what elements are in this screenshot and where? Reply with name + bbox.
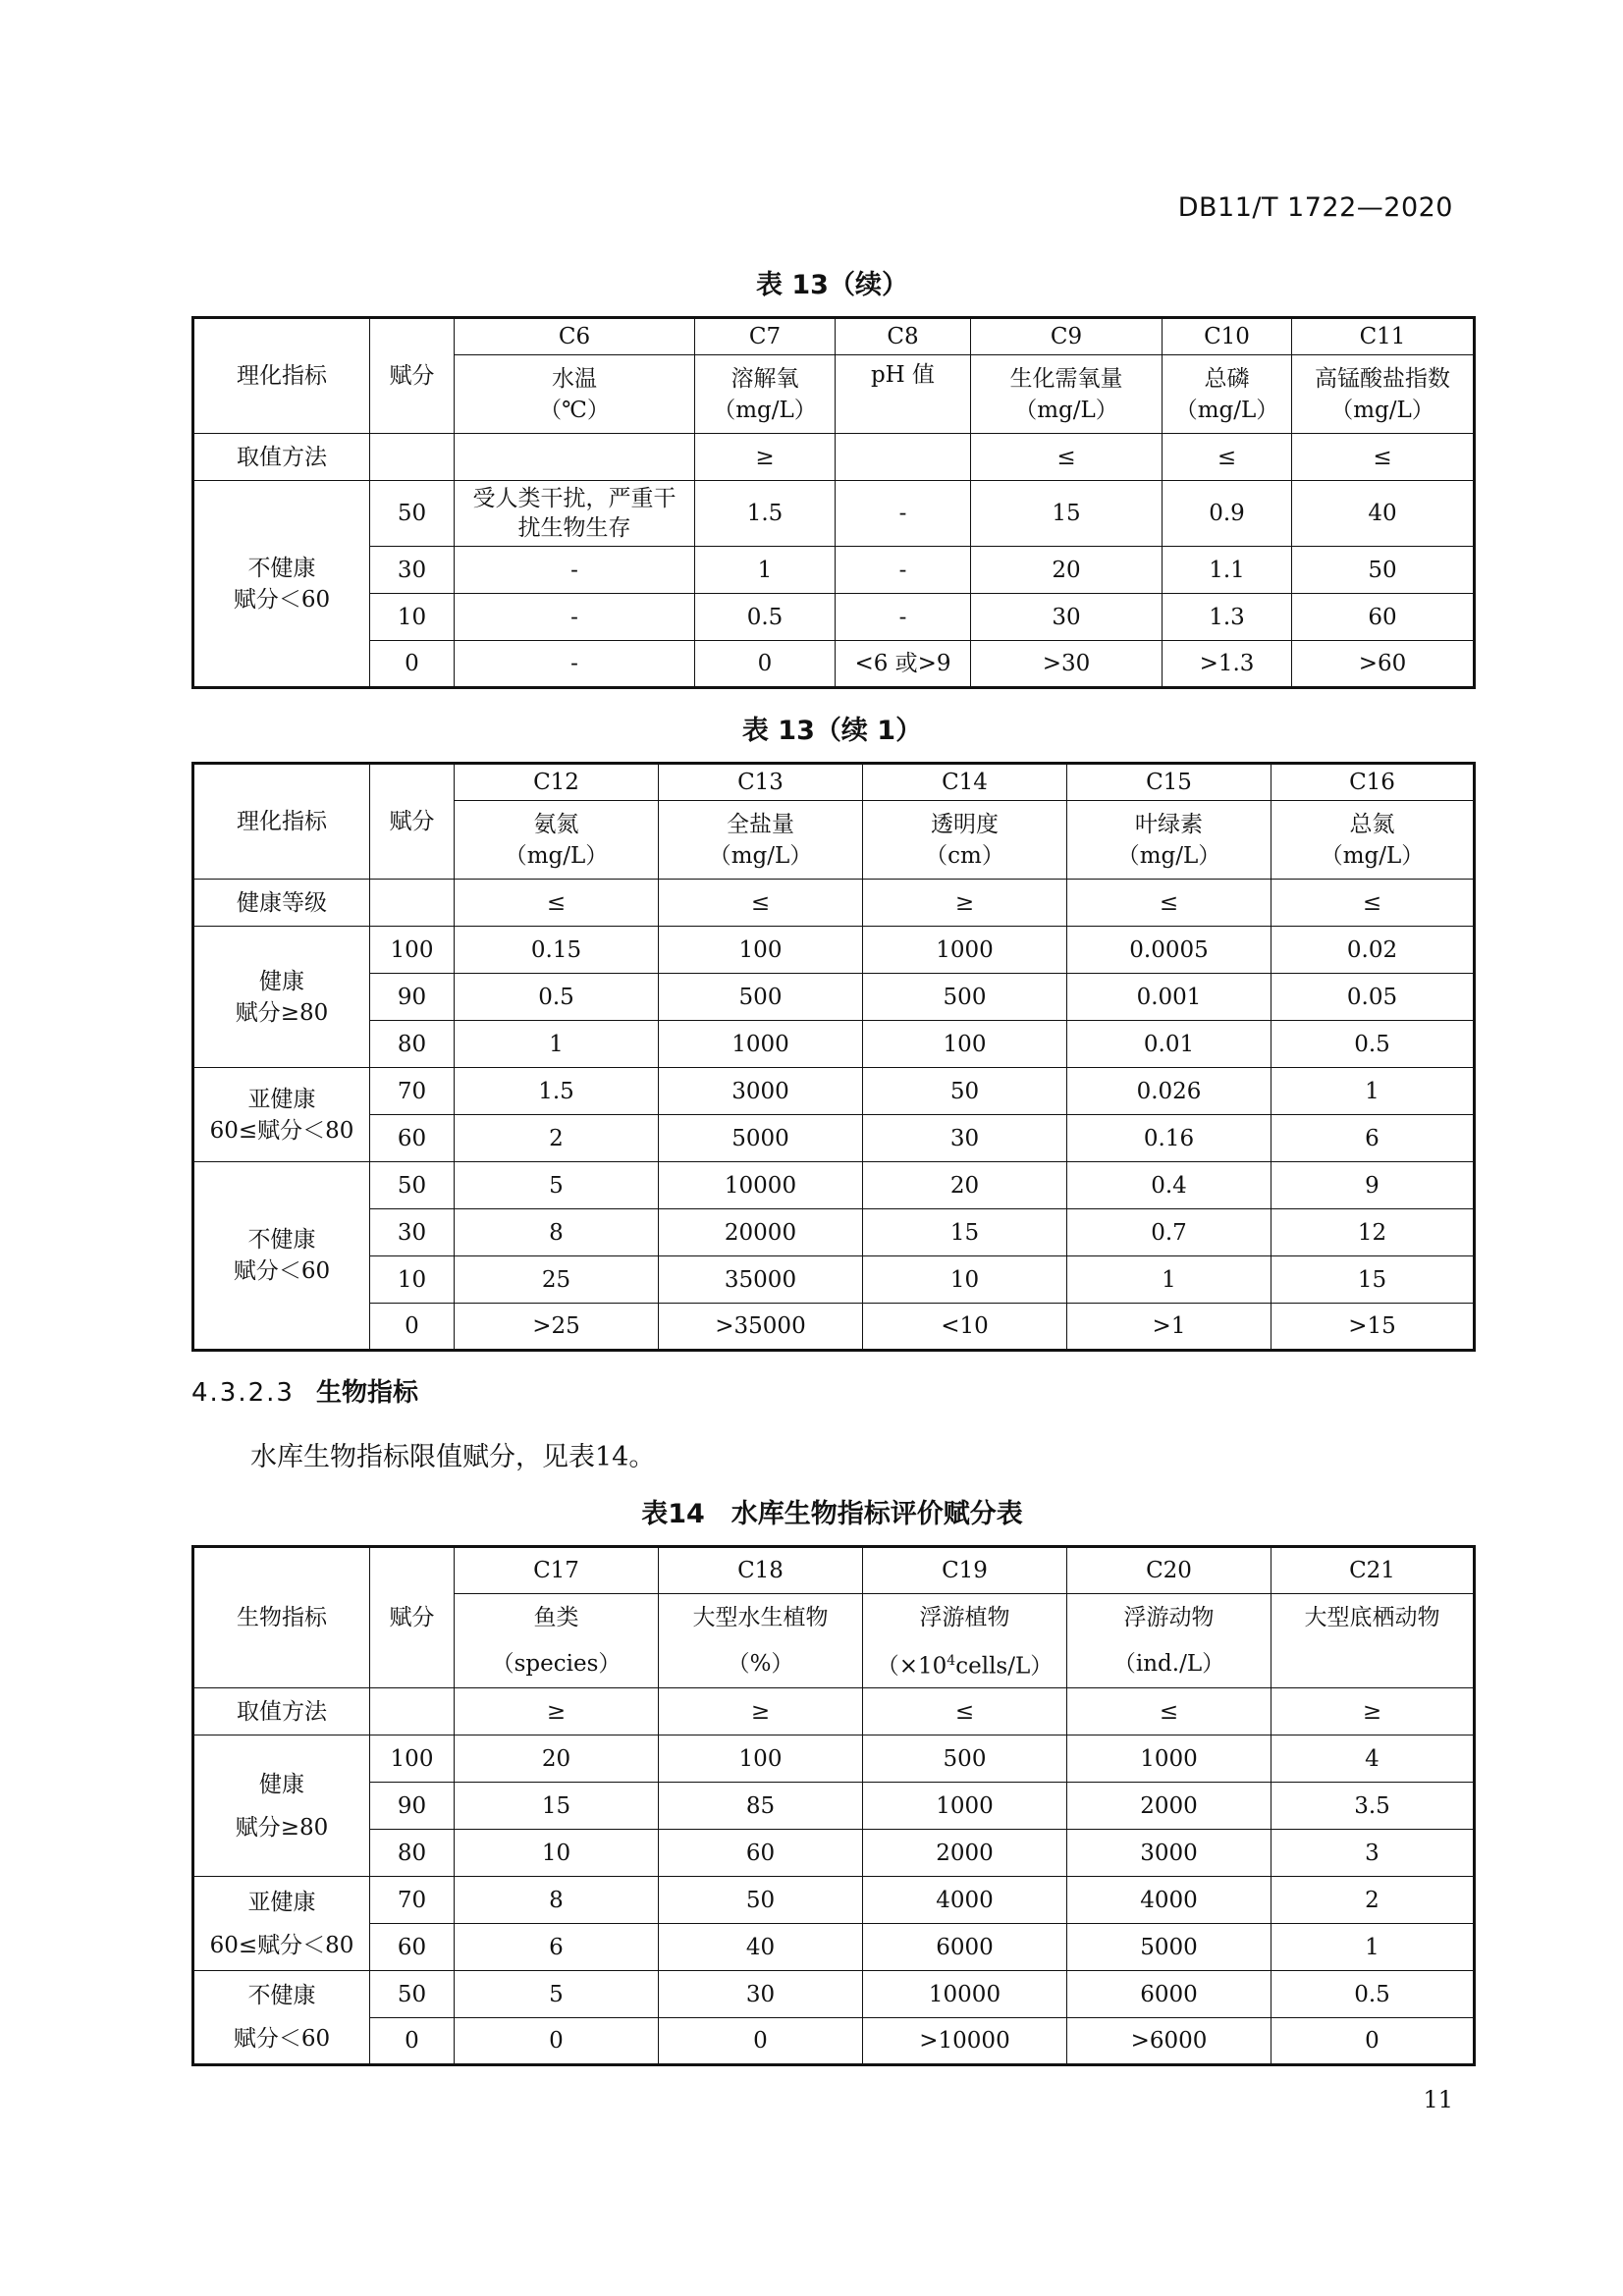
- value-cell: 0: [455, 2018, 659, 2065]
- value-cell: <6 或>9: [836, 641, 971, 688]
- value-cell: 3000: [659, 1068, 863, 1115]
- value-cell: 100: [863, 1021, 1067, 1068]
- group-subhealthy: 亚健康 60≤赋分＜80: [193, 1068, 370, 1162]
- table14-caption: 表14 水库生物指标评价赋分表: [641, 1499, 1023, 1529]
- value-cell: 4000: [1067, 1877, 1271, 1924]
- c6-cell: -: [455, 594, 695, 641]
- method-c20: ≤: [1067, 1688, 1271, 1735]
- value-cell: 6: [455, 1924, 659, 1971]
- value-cell: 0.4: [1067, 1162, 1271, 1209]
- name-c14: 透明度 （cm）: [863, 801, 1067, 880]
- value-cell: >30: [971, 641, 1163, 688]
- name-c18: 大型水生植物: [659, 1594, 863, 1641]
- method-empty: [370, 1688, 455, 1735]
- method-c14: ≥: [863, 880, 1067, 927]
- c6-cell: -: [455, 641, 695, 688]
- name-c17: 鱼类: [455, 1594, 659, 1641]
- value-cell: 15: [971, 481, 1163, 547]
- code-c11: C11: [1292, 318, 1475, 355]
- value-cell: 40: [659, 1924, 863, 1971]
- method-c13: ≤: [659, 880, 863, 927]
- method-empty: [370, 880, 455, 927]
- value-cell: 35000: [659, 1256, 863, 1304]
- value-cell: 0.026: [1067, 1068, 1271, 1115]
- code-c18: C18: [659, 1547, 863, 1594]
- value-cell: 30: [971, 594, 1163, 641]
- group-unhealthy: 不健康 赋分＜60: [193, 481, 370, 688]
- group-unhealthy: 不健康 赋分＜60: [193, 1971, 370, 2065]
- value-cell: 1.5: [695, 481, 836, 547]
- code-c20: C20: [1067, 1547, 1271, 1594]
- value-cell: 30: [863, 1115, 1067, 1162]
- value-cell: 1000: [1067, 1735, 1271, 1783]
- value-cell: 0.16: [1067, 1115, 1271, 1162]
- value-cell: 4000: [863, 1877, 1067, 1924]
- score-cell: 100: [370, 927, 455, 974]
- group-healthy: 健康 赋分≥80: [193, 1735, 370, 1877]
- value-cell: 1.5: [455, 1068, 659, 1115]
- value-cell: 50: [1292, 547, 1475, 594]
- table13b: [191, 762, 1476, 1352]
- value-cell: 10000: [863, 1971, 1067, 2018]
- value-cell: 1000: [863, 927, 1067, 974]
- code-c13: C13: [659, 764, 863, 801]
- score-cell: 50: [370, 1971, 455, 2018]
- code-c9: C9: [971, 318, 1163, 355]
- code-c6: C6: [455, 318, 695, 355]
- method-c10: ≤: [1163, 434, 1292, 481]
- group-healthy: 健康 赋分≥80: [193, 927, 370, 1068]
- score-label: 赋分: [370, 764, 455, 880]
- value-cell: 0.5: [455, 974, 659, 1021]
- value-cell: 2000: [863, 1830, 1067, 1877]
- value-cell: 1: [1271, 1924, 1475, 1971]
- name-c21: 大型底栖动物: [1271, 1594, 1475, 1641]
- score-cell: 80: [370, 1830, 455, 1877]
- value-cell: 0.01: [1067, 1021, 1271, 1068]
- code-c7: C7: [695, 318, 836, 355]
- value-cell: >35000: [659, 1304, 863, 1351]
- value-cell: 3000: [1067, 1830, 1271, 1877]
- code-c19: C19: [863, 1547, 1067, 1594]
- method-c15: ≤: [1067, 880, 1271, 927]
- value-cell: 1.1: [1163, 547, 1292, 594]
- section-heading: [191, 1372, 418, 1409]
- code-c17: C17: [455, 1547, 659, 1594]
- value-cell: 2: [455, 1115, 659, 1162]
- table13a-caption: 表 13（续）: [756, 270, 908, 300]
- value-cell: 6: [1271, 1115, 1475, 1162]
- value-cell: 1000: [863, 1783, 1067, 1830]
- value-cell: >60: [1292, 641, 1475, 688]
- code-c10: C10: [1163, 318, 1292, 355]
- name-c20: 浮游动物: [1067, 1594, 1271, 1641]
- value-cell: 8: [455, 1209, 659, 1256]
- value-cell: 50: [863, 1068, 1067, 1115]
- table13b-caption: 表 13（续 1）: [741, 716, 923, 746]
- value-cell: 50: [659, 1877, 863, 1924]
- method-c12: ≤: [455, 880, 659, 927]
- value-cell: 1: [695, 547, 836, 594]
- score-cell: 90: [370, 1783, 455, 1830]
- value-cell: 40: [1292, 481, 1475, 547]
- score-cell: 30: [370, 1209, 455, 1256]
- value-cell: 2000: [1067, 1783, 1271, 1830]
- code-c8: C8: [836, 318, 971, 355]
- value-cell: 12: [1271, 1209, 1475, 1256]
- value-cell: 500: [863, 974, 1067, 1021]
- name-c12: 氨氮 （mg/L）: [455, 801, 659, 880]
- value-cell: 15: [455, 1783, 659, 1830]
- unit-c19: $(\times 10^4cells/L)$: [863, 1641, 1067, 1688]
- name-c19: 浮游植物: [863, 1594, 1067, 1641]
- group-unhealthy: 不健康 赋分＜60: [193, 1162, 370, 1351]
- score-label: 赋分: [370, 318, 455, 434]
- value-cell: 9: [1271, 1162, 1475, 1209]
- value-cell: 0: [659, 2018, 863, 2065]
- method-c16: ≤: [1271, 880, 1475, 927]
- value-cell: 500: [863, 1735, 1067, 1783]
- value-cell: 0.02: [1271, 927, 1475, 974]
- score-cell: 30: [370, 547, 455, 594]
- c6-cell: -: [455, 547, 695, 594]
- value-cell: 5000: [659, 1115, 863, 1162]
- unit-c20: （ind./L）: [1067, 1641, 1271, 1688]
- method-c9: ≤: [971, 434, 1163, 481]
- method-c8: [836, 434, 971, 481]
- body-paragraph: 水库生物指标限值赋分，见表14。: [250, 1442, 656, 1472]
- score-cell: 0: [370, 641, 455, 688]
- value-cell: 3.5: [1271, 1783, 1475, 1830]
- value-cell: 8: [455, 1877, 659, 1924]
- value-cell: 10: [455, 1830, 659, 1877]
- code-c14: C14: [863, 764, 1067, 801]
- value-cell: 0.7: [1067, 1209, 1271, 1256]
- method-label: 取值方法: [193, 1688, 370, 1735]
- score-cell: 70: [370, 1068, 455, 1115]
- value-cell: 5: [455, 1162, 659, 1209]
- value-cell: >1.3: [1163, 641, 1292, 688]
- score-cell: 50: [370, 481, 455, 547]
- score-cell: 10: [370, 1256, 455, 1304]
- value-cell: 4: [1271, 1735, 1475, 1783]
- score-cell: 90: [370, 974, 455, 1021]
- score-cell: 70: [370, 1877, 455, 1924]
- value-cell: 0.15: [455, 927, 659, 974]
- value-cell: 0.05: [1271, 974, 1475, 1021]
- name-c13: 全盐量 （mg/L）: [659, 801, 863, 880]
- value-cell: 85: [659, 1783, 863, 1830]
- indicator-label: 理化指标: [193, 318, 370, 434]
- value-cell: 100: [659, 927, 863, 974]
- value-cell: 1.3: [1163, 594, 1292, 641]
- indicator-label: 理化指标: [193, 764, 370, 880]
- value-cell: 6000: [1067, 1971, 1271, 2018]
- value-cell: 0.9: [1163, 481, 1292, 547]
- value-cell: 15: [1271, 1256, 1475, 1304]
- value-cell: 10: [863, 1256, 1067, 1304]
- value-cell: 0.001: [1067, 974, 1271, 1021]
- unit-c17: （species）: [455, 1641, 659, 1688]
- method-c11: ≤: [1292, 434, 1475, 481]
- method-empty: [370, 434, 455, 481]
- name-c10: 总磷 （mg/L）: [1163, 355, 1292, 434]
- value-cell: -: [836, 547, 971, 594]
- value-cell: 10000: [659, 1162, 863, 1209]
- method-c21: ≥: [1271, 1688, 1475, 1735]
- value-cell: 0: [1271, 2018, 1475, 2065]
- value-cell: 20: [971, 547, 1163, 594]
- name-c6: 水温 （℃）: [455, 355, 695, 434]
- code-c21: C21: [1271, 1547, 1475, 1594]
- value-cell: 1: [1067, 1256, 1271, 1304]
- indicator-label: 生物指标: [193, 1547, 370, 1688]
- name-c15: 叶绿素 （mg/L）: [1067, 801, 1271, 880]
- section-number: 4.3.2.3: [191, 1378, 295, 1408]
- value-cell: >25: [455, 1304, 659, 1351]
- table14: [191, 1545, 1476, 2066]
- value-cell: >6000: [1067, 2018, 1271, 2065]
- method-c18: ≥: [659, 1688, 863, 1735]
- value-cell: >10000: [863, 2018, 1067, 2065]
- value-cell: 0.5: [695, 594, 836, 641]
- document-code: DB11/T 1722—2020: [1177, 192, 1453, 223]
- value-cell: 5000: [1067, 1924, 1271, 1971]
- value-cell: 1: [1271, 1068, 1475, 1115]
- value-cell: >15: [1271, 1304, 1475, 1351]
- value-cell: 2: [1271, 1877, 1475, 1924]
- score-cell: 50: [370, 1162, 455, 1209]
- value-cell: 20: [863, 1162, 1067, 1209]
- c6-cell: 受人类干扰，严重干 扰生物生存: [455, 481, 695, 547]
- score-cell: 0: [370, 1304, 455, 1351]
- method-c17: ≥: [455, 1688, 659, 1735]
- value-cell: 20000: [659, 1209, 863, 1256]
- value-cell: 0: [695, 641, 836, 688]
- table13a: [191, 316, 1476, 689]
- value-cell: 6000: [863, 1924, 1067, 1971]
- value-cell: 30: [659, 1971, 863, 2018]
- value-cell: 60: [1292, 594, 1475, 641]
- code-c15: C15: [1067, 764, 1271, 801]
- value-cell: 5: [455, 1971, 659, 2018]
- method-c7: ≥: [695, 434, 836, 481]
- value-cell: >1: [1067, 1304, 1271, 1351]
- value-cell: 15: [863, 1209, 1067, 1256]
- value-cell: -: [836, 481, 971, 547]
- score-cell: 0: [370, 2018, 455, 2065]
- code-c16: C16: [1271, 764, 1475, 801]
- value-cell: 60: [659, 1830, 863, 1877]
- score-cell: 80: [370, 1021, 455, 1068]
- group-subhealthy: 亚健康 60≤赋分＜80: [193, 1877, 370, 1971]
- method-label: 健康等级: [193, 880, 370, 927]
- value-cell: 0.0005: [1067, 927, 1271, 974]
- page-number: 11: [1423, 2086, 1453, 2113]
- value-cell: 0.5: [1271, 1971, 1475, 2018]
- name-c16: 总氮 （mg/L）: [1271, 801, 1475, 880]
- score-label: 赋分: [370, 1547, 455, 1688]
- score-cell: 60: [370, 1115, 455, 1162]
- name-c11: 高锰酸盐指数 （mg/L）: [1292, 355, 1475, 434]
- name-c7: 溶解氧 （mg/L）: [695, 355, 836, 434]
- value-cell: 1: [455, 1021, 659, 1068]
- score-cell: 10: [370, 594, 455, 641]
- score-cell: 100: [370, 1735, 455, 1783]
- score-cell: 60: [370, 1924, 455, 1971]
- value-cell: 100: [659, 1735, 863, 1783]
- value-cell: 20: [455, 1735, 659, 1783]
- value-cell: 1000: [659, 1021, 863, 1068]
- name-c8: pH 值: [836, 355, 971, 434]
- method-label: 取值方法: [193, 434, 370, 481]
- value-cell: 500: [659, 974, 863, 1021]
- name-c9: 生化需氧量 （mg/L）: [971, 355, 1163, 434]
- value-cell: -: [836, 594, 971, 641]
- value-cell: 25: [455, 1256, 659, 1304]
- section-title: 生物指标: [315, 1378, 418, 1408]
- method-c6: [455, 434, 695, 481]
- method-c19: ≤: [863, 1688, 1067, 1735]
- value-cell: 0.5: [1271, 1021, 1475, 1068]
- unit-c18: （%）: [659, 1641, 863, 1688]
- unit-c21: [1271, 1641, 1475, 1688]
- value-cell: <10: [863, 1304, 1067, 1351]
- value-cell: 3: [1271, 1830, 1475, 1877]
- code-c12: C12: [455, 764, 659, 801]
